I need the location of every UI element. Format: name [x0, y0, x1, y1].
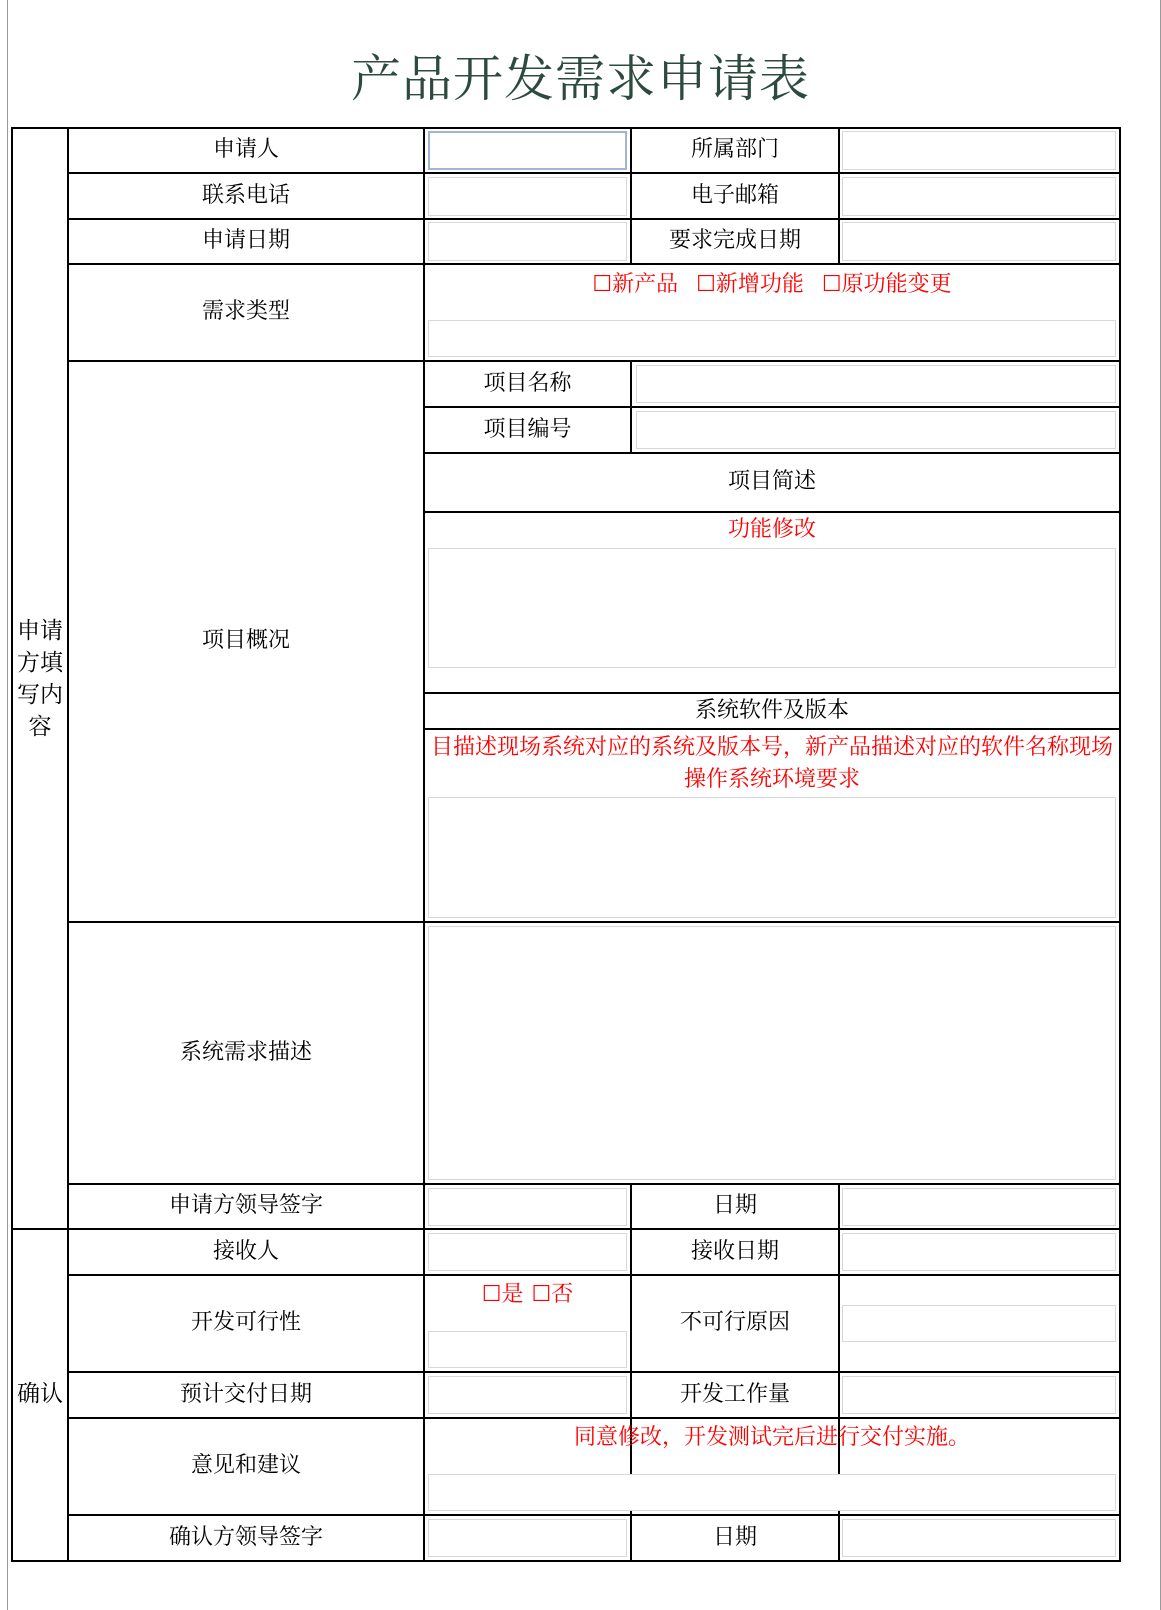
confirm-leader-sign-input[interactable]: [428, 1519, 627, 1557]
due-date-input[interactable]: [842, 222, 1116, 261]
option-new-product[interactable]: ☐新产品: [592, 271, 679, 297]
label-system-software: 系统软件及版本: [694, 697, 849, 723]
section-confirm-label: 确认: [17, 1381, 63, 1408]
opinion-input[interactable]: [428, 1474, 1116, 1511]
label-est-delivery-date: 预计交付日期: [179, 1381, 312, 1407]
label-confirm-leader-sign: 确认方领导签字: [168, 1524, 323, 1550]
receiver-input[interactable]: [428, 1233, 627, 1271]
label-department: 所属部门: [690, 137, 779, 163]
grid-hline: [423, 728, 1121, 730]
email-input[interactable]: [842, 177, 1116, 216]
label-receive-date: 接收日期: [690, 1238, 779, 1264]
option-feature-change[interactable]: ☐原功能变更: [821, 271, 952, 297]
label-applicant: 申请人: [212, 137, 279, 163]
infeasible-reason-input[interactable]: [842, 1305, 1116, 1342]
opinion-text: 同意修改，开发测试完后进行交付实施。: [573, 1424, 970, 1450]
est-delivery-date-input[interactable]: [428, 1376, 627, 1414]
project-brief-hint: 功能修改: [727, 516, 816, 542]
label-opinions: 意见和建议: [190, 1453, 301, 1479]
label-date: 日期: [712, 1193, 757, 1219]
label-feasibility: 开发可行性: [190, 1310, 301, 1336]
system-desc-textarea[interactable]: [428, 926, 1116, 1180]
table-border-bottom: [11, 1560, 1121, 1562]
department-input[interactable]: [842, 131, 1116, 170]
label-project-brief: 项目简述: [727, 469, 816, 495]
label-infeasible-reason: 不可行原因: [679, 1310, 790, 1336]
label-applicant-leader-sign: 申请方领导签字: [168, 1193, 323, 1219]
label-phone: 联系电话: [201, 182, 290, 208]
section-applicant-label: 申请方填写内容: [17, 617, 63, 740]
option-new-feature[interactable]: ☐新增功能: [696, 271, 804, 297]
workload-input[interactable]: [842, 1376, 1116, 1414]
label-project-overview: 项目概况: [201, 628, 290, 654]
label-project-name: 项目名称: [483, 370, 572, 396]
label-demand-type: 需求类型: [201, 299, 290, 325]
demand-type-input[interactable]: [428, 320, 1116, 357]
confirm-sign-date-input[interactable]: [842, 1519, 1116, 1557]
grid-vline: [838, 127, 840, 264]
project-brief-textarea[interactable]: [428, 548, 1116, 668]
phone-input[interactable]: [428, 177, 627, 216]
applicant-sign-date-input[interactable]: [842, 1188, 1116, 1226]
label-project-number: 项目编号: [483, 416, 572, 442]
label-due-date: 要求完成日期: [668, 228, 801, 254]
page-frame-left: [7, 0, 8, 1610]
label-system-desc: 系统需求描述: [179, 1039, 312, 1065]
system-software-hint: 目描述现场系统对应的系统及版本号，新产品描述对应的软件名称现场操作系统环境要求: [430, 735, 1113, 792]
project-number-input[interactable]: [636, 411, 1116, 449]
label-email: 电子邮箱: [690, 182, 779, 208]
project-name-input[interactable]: [636, 365, 1116, 403]
grid-hline: [423, 511, 1121, 513]
option-yes[interactable]: ☐是: [481, 1281, 524, 1307]
system-software-textarea[interactable]: [428, 797, 1116, 918]
label-workload: 开发工作量: [679, 1381, 790, 1407]
label-receiver: 接收人: [212, 1238, 279, 1264]
applicant-input[interactable]: [428, 131, 627, 170]
feasibility-options: [425, 1279, 630, 1311]
label-date-2: 日期: [712, 1524, 757, 1550]
grid-vline: [423, 127, 425, 1562]
apply-date-input[interactable]: [428, 222, 627, 261]
applicant-leader-sign-input[interactable]: [428, 1188, 627, 1226]
demand-type-options: [425, 268, 1119, 302]
option-no[interactable]: ☐否: [531, 1281, 574, 1307]
label-apply-date: 申请日期: [201, 228, 290, 254]
receive-date-input[interactable]: [842, 1233, 1116, 1271]
form-title: 产品开发需求申请表: [351, 50, 810, 108]
feasibility-input[interactable]: [428, 1331, 627, 1368]
table-border-right: [1119, 127, 1121, 1562]
